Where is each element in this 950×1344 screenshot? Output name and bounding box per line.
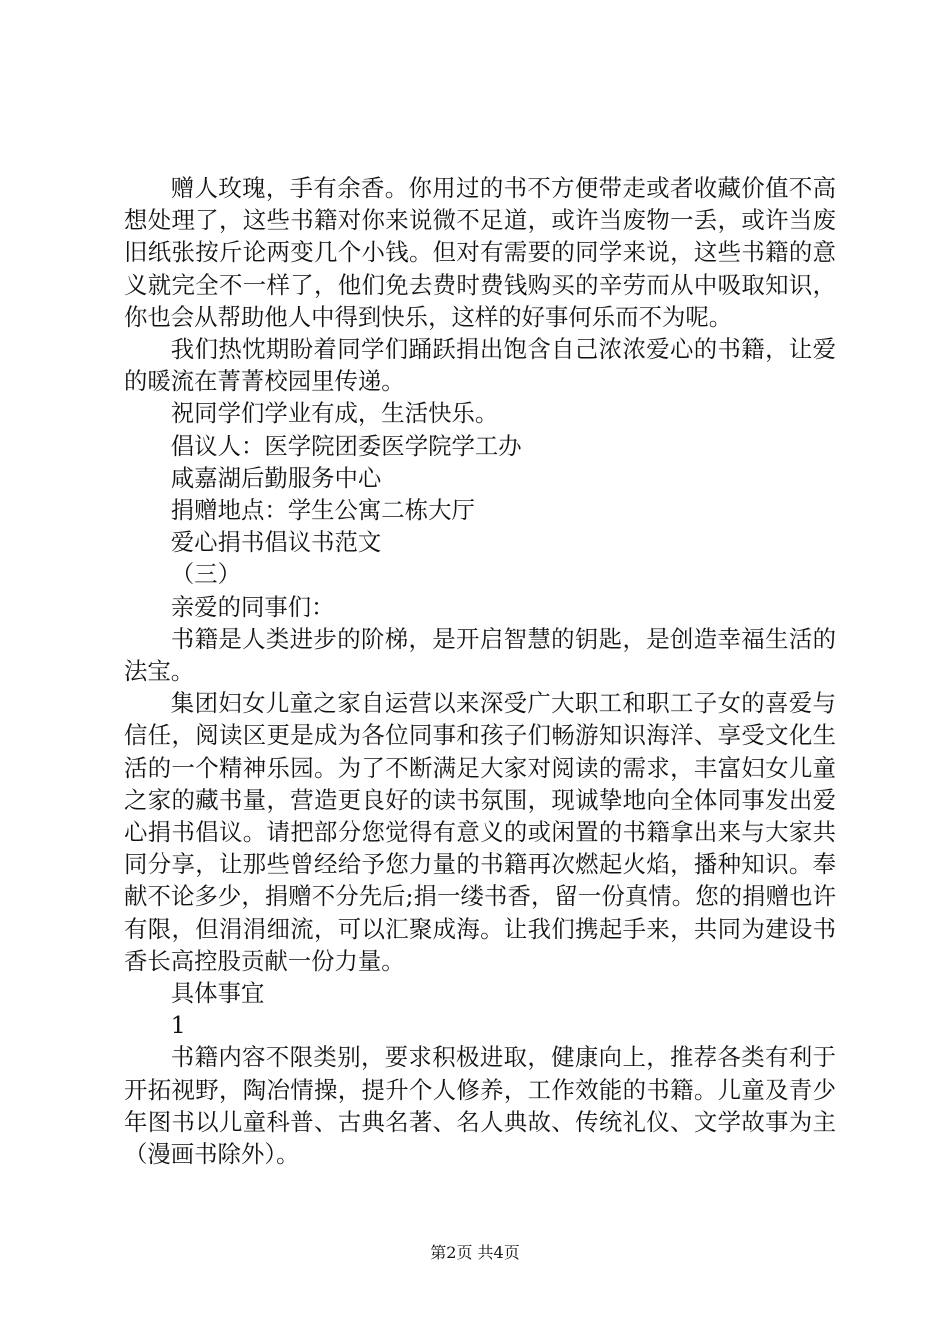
salutation: 亲爱的同事们： bbox=[170, 592, 335, 621]
paragraph-service-center: 咸嘉湖后勤服务中心 bbox=[170, 463, 382, 492]
paragraph-wishes: 祝同学们学业有成，生活快乐。 bbox=[170, 399, 499, 428]
paragraph-call-to-donate: 我们热忱期盼着同学们踊跃捐出饱含自己浓浓爱心的书籍，让爱的暖流在菁菁校园里传递。 bbox=[124, 335, 836, 396]
document-body bbox=[124, 172, 836, 1170]
page-footer: 第2页 共4页 bbox=[430, 1243, 520, 1262]
list-number: 1 bbox=[170, 1011, 186, 1040]
paragraph-books-value: 书籍是人类进步的阶梯，是开启智慧的钥匙，是创造幸福生活的法宝。 bbox=[124, 624, 836, 686]
paragraph-initiative: 集团妇女儿童之家自运营以来深受广大职工和职工子女的喜爱与信任，阅读区更是成为各位同事和孩子们畅游知识海洋、享受文化生活的一个精神乐园。为了不断满足大家对阅读的需求，丰富妇女儿童之家的藏书量，营造更良好的读书氛围，现诚挚地向全体同事发出爱心捐书倡议。请把部分您觉得有意义的或闲置的书籍拿出来与大家共同分享，让那些曾经给予您力量的书籍再次燃起火焰，播种知识。奉献不论多少，捐赠不分先后;捐一缕书香，留一份真情。您的捐赠也许有限，但涓涓细流，可以汇聚成海。让我们携起手来，共同为建设书香长高控股贡献一份力量。 bbox=[124, 689, 836, 975]
paragraph-book-donation-benefit: 赠人玫瑰，手有余香。你用过的书不方便带走或者收藏价值不高想处理了，这些书籍对你来说微不足道，或许当废物一丢，或许当废旧纸张按斤论两变几个小钱。但对有需要的同学来说，这些书籍的意义就完全不一样了，他们免去费时费钱购买的辛劳而从中吸取知识，你也会从帮助他人中得到快乐，这样的好事何乐而不为呢。 bbox=[124, 174, 836, 331]
paragraph-book-requirements: 书籍内容不限类别，要求积极进取，健康向上，推荐各类有利于开拓视野，陶冶情操，提升个人修养，工作效能的书籍。儿童及青少年图书以儿童科普、古典名著、名人典故、传统礼仪、文学故事为主（漫画书除外）。 bbox=[124, 1043, 836, 1169]
subheading-details: 具体事宜 bbox=[170, 979, 265, 1008]
paragraph-donation-location: 捐赠地点：学生公寓二栋大厅 bbox=[170, 496, 475, 525]
section-title: 爱心捐书倡议书范文 bbox=[170, 528, 382, 557]
paragraph-initiator: 倡议人：医学院团委医学院学工办 bbox=[170, 431, 522, 460]
section-number: （三） bbox=[170, 560, 241, 589]
